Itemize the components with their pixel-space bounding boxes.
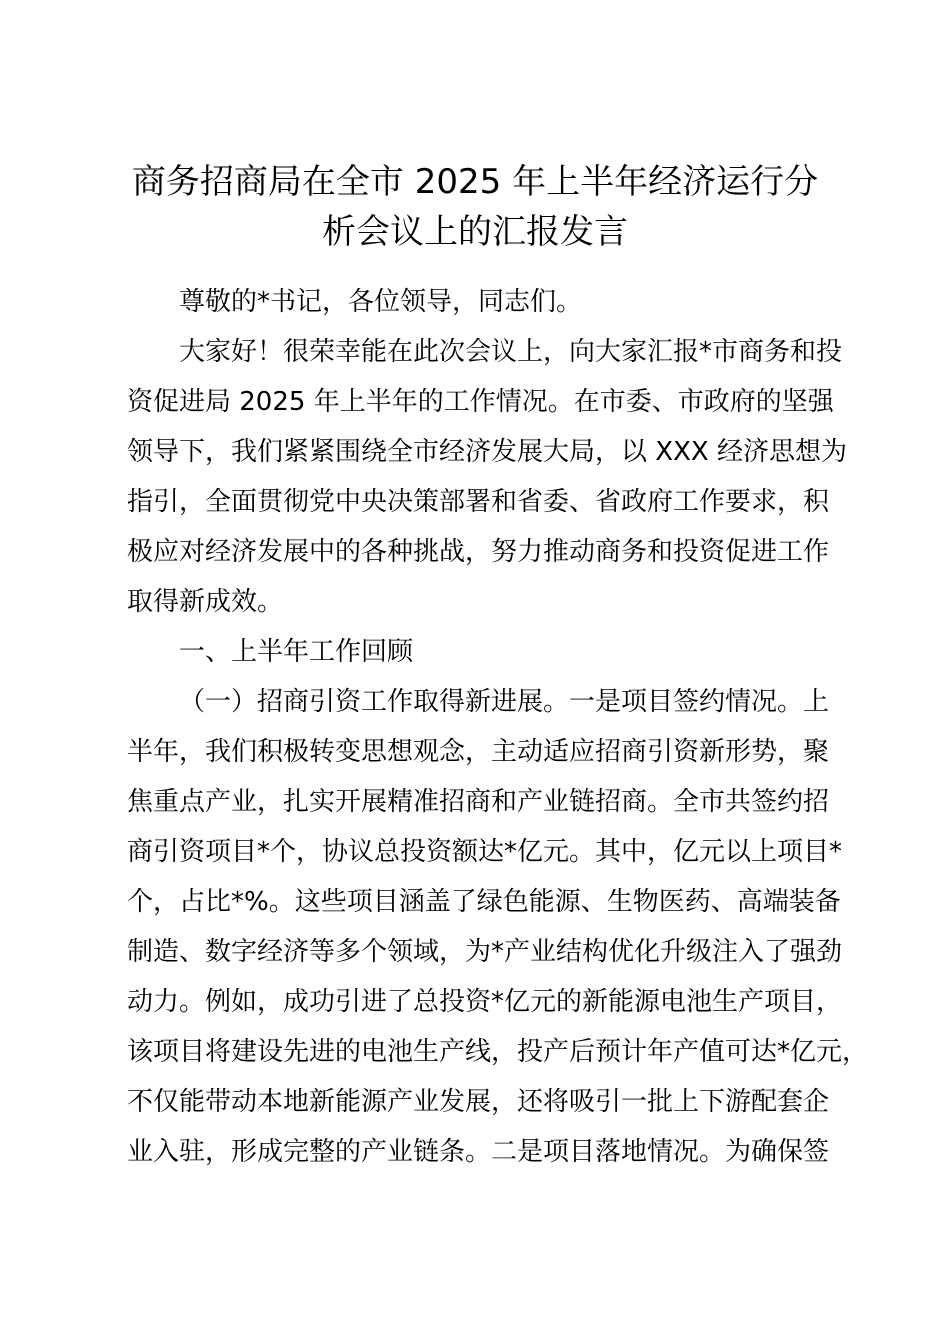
paragraph-line: 极应对经济发展中的各种挑战，努力推动商务和投资促进工作	[127, 537, 830, 567]
paragraph-line: 指引，全面贯彻党中央决策部署和省委、省政府工作要求，积	[127, 487, 830, 517]
paragraph-line: 取得新成效。	[127, 587, 284, 617]
paragraph-line: 制造、数字经济等多个领域，为*产业结构优化升级注入了强劲	[127, 937, 843, 967]
paragraph-line: （一）招商引资工作取得新进展。一是项目签约情况。上	[179, 687, 830, 717]
paragraph-line: 焦重点产业，扎实开展精准招商和产业链招商。全市共签约招	[127, 787, 830, 817]
paragraph-line: 领导下，我们紧紧围绕全市经济发展大局，以 XXX 经济思想为	[127, 437, 847, 467]
paragraph-line: 该项目将建设先进的电池生产线，投产后预计年产值可达*亿元，	[127, 1037, 869, 1067]
paragraph-line: 半年，我们积极转变思想观念，主动适应招商引资新形势，聚	[127, 737, 830, 767]
paragraph-line: 不仅能带动本地新能源产业发展，还将吸引一批上下游配套企	[127, 1087, 830, 1117]
paragraph-line: 动力。例如，成功引进了总投资*亿元的新能源电池生产项目，	[127, 987, 843, 1017]
paragraph-line: 个，占比*%。这些项目涵盖了绿色能源、生物医药、高端装备	[127, 887, 841, 917]
document-title-line-2: 析会议上的汇报发言	[322, 212, 628, 252]
paragraph-line: 大家好！很荣幸能在此次会议上，向大家汇报*市商务和投	[179, 337, 843, 367]
section-heading: 一、上半年工作回顾	[179, 637, 414, 667]
paragraph-line: 资促进局 2025 年上半年的工作情况。在市委、市政府的坚强	[127, 387, 834, 417]
salutation: 尊敬的*书记，各位领导，同志们。	[179, 287, 583, 317]
paragraph-line: 商引资项目*个，协议总投资额达*亿元。其中，亿元以上项目*	[127, 837, 843, 867]
paragraph-line: 业入驻，形成完整的产业链条。二是项目落地情况。为确保签	[127, 1137, 830, 1167]
document-title-line-1: 商务招商局在全市 2025 年上半年经济运行分	[131, 162, 819, 202]
